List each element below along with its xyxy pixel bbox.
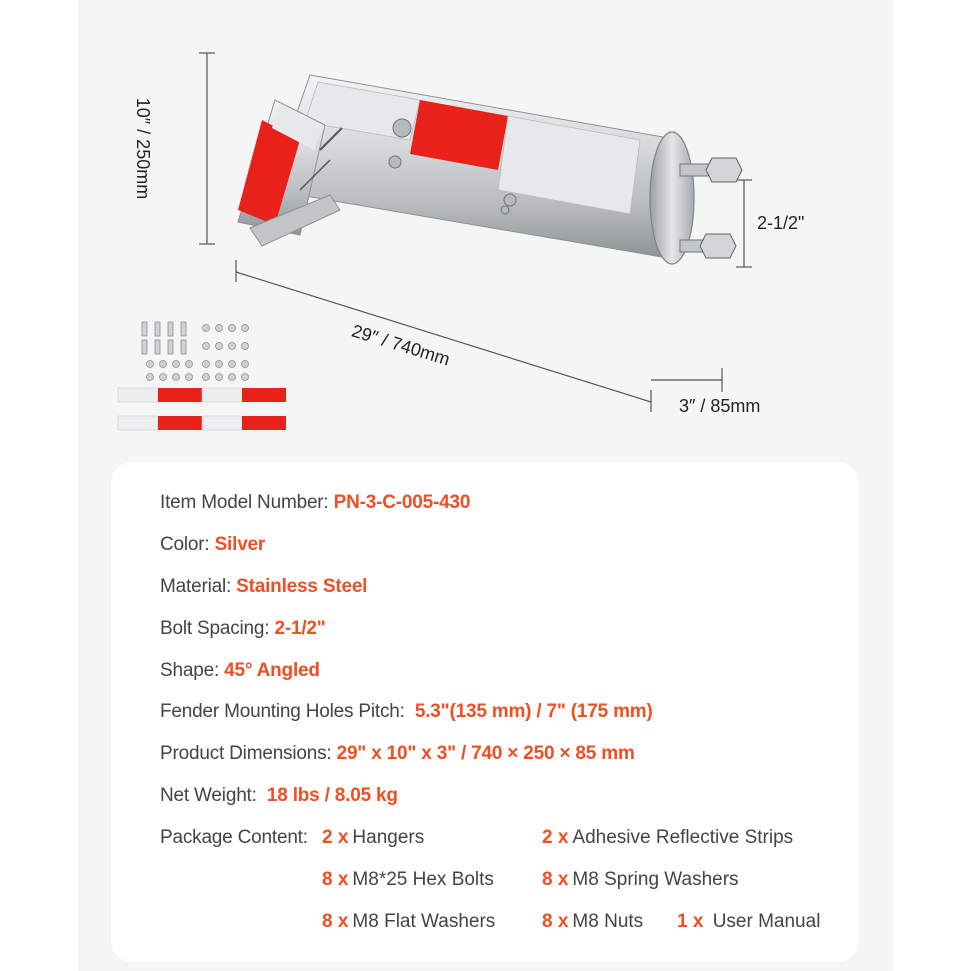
package-item-user-manual: 1 x User Manual <box>677 911 821 932</box>
hardware-kit <box>142 322 249 381</box>
height-dimension-label: 10″ / 250mm <box>133 97 154 200</box>
depth-dimension-label: 3″ / 85mm <box>679 396 761 416</box>
reflective-strips <box>118 388 286 430</box>
package-item-flat-washers: 8 x M8 Flat Washers <box>322 911 496 932</box>
spec-net-weight: Net Weight: 18 lbs / 8.05 kg <box>160 785 398 806</box>
spec-material: Material: Stainless Steel <box>160 576 368 597</box>
package-content-label: Package Content: <box>160 827 308 848</box>
hex-bolts <box>142 322 186 354</box>
spec-mounting-holes-pitch: Fender Mounting Holes Pitch: 5.3"(135 mm) / 7" (175 mm) <box>160 701 653 722</box>
length-dimension-label: 29″ / 740mm <box>349 320 453 370</box>
spec-color: Color: Silver <box>160 534 266 555</box>
spec-product-dimensions: Product Dimensions: 29" x 10" x 3" / 740 × 250 × 85 mm <box>160 743 635 764</box>
hanger-end-plate <box>650 132 742 264</box>
spec-bolt-spacing: Bolt Spacing: 2-1/2" <box>160 618 326 639</box>
package-item-reflective-strips: 2 x Adhesive Reflective Strips <box>542 827 794 848</box>
washers <box>147 325 249 381</box>
package-item-nuts: 8 x M8 Nuts <box>542 911 644 932</box>
spec-model-number: Item Model Number: PN-3-C-005-430 <box>160 492 471 513</box>
package-item-spring-washers: 8 x M8 Spring Washers <box>542 869 739 890</box>
hanger-main-tube <box>270 75 680 258</box>
package-item-hex-bolts: 8 x M8*25 Hex Bolts <box>322 869 494 890</box>
bolt-spacing-dimension-label: 2-1/2" <box>757 213 805 233</box>
package-item-hangers: 2 x Hangers <box>322 827 425 848</box>
spec-shape: Shape: 45° Angled <box>160 660 320 681</box>
